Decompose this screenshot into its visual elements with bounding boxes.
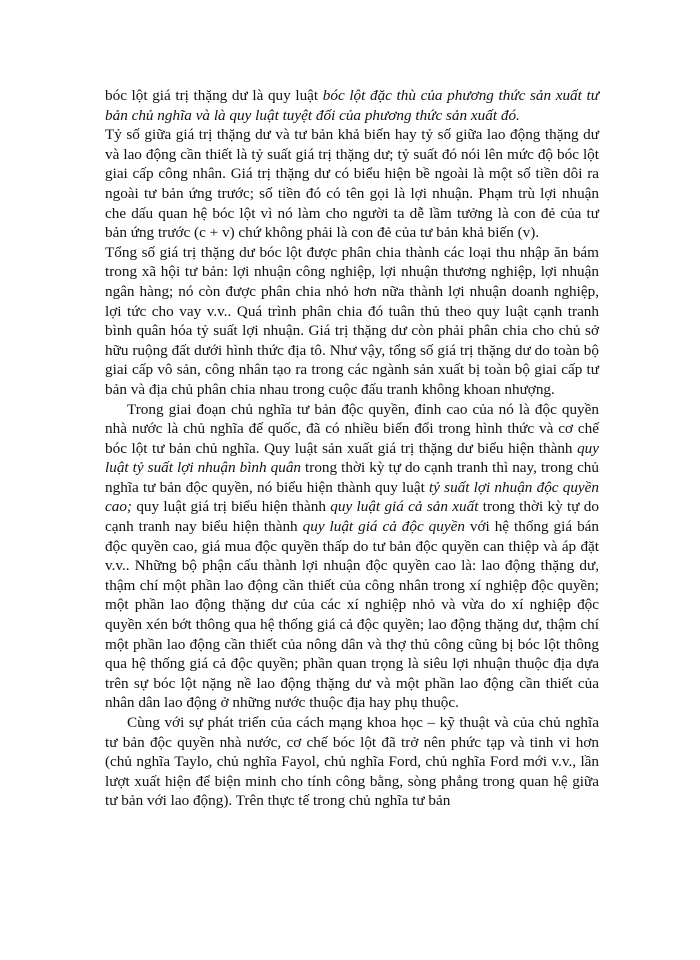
paragraph-4: [105, 400, 599, 714]
text-run: trong thời kỳ tự do cạnh tranh thì nay, trong chủ nghĩa tư bản độc quyền, nó biểu hiện thành quy luật: [105, 459, 599, 496]
text-run: với hệ thống giá bán độc quyền cao, giá mua độc quyền thấp do tư bản độc quyền can thiệp và áp đặt v.v.. Những bộ phận cấu thành lợi nhuận độc quyền cao là: lao động thặng dư, thậm chí một phần lao động cần thiết của công nhân trong xí nghiệp độc quyền; một phần lao động thặng dư của các xí nghiệp nhỏ và vừa do xí nghiệp độc quyền xén bớt thông qua hệ thống giá cả độc quyền; lao động thặng dư, thậm chí một phần lao động cần thiết của nông dân và thợ thủ công cũng bị bóc lột thông qua hệ thống giá cả độc quyền; phần quan trọng là siêu lợi nhuận thuộc địa dựa trên sự bóc lột nặng nề lao động thặng dư và một phần lao động cần thiết của nhân dân lao động ở những nước thuộc địa hay phụ thuộc.: [105, 518, 600, 712]
text-run: Trong giai đoạn chủ nghĩa tư bản độc quyền, đỉnh cao của nó là độc quyền nhà nước là chủ nghĩa đế quốc, đã có nhiều biến đổi trong hình thức và cơ chế bóc lột tư bản chủ nghĩa. Quy luật sản xuất giá trị thặng dư biểu hiện thành: [105, 400, 599, 457]
italic-run: quy luật tỷ suất lợi nhuận bình quân: [105, 439, 599, 477]
text-run: Tỷ số giữa giá trị thặng dư và tư bản khả biến hay tỷ số giữa lao động thặng dư và lao động cần thiết là tỷ suất giá trị thặng dư; tỷ suất đó nói lên mức độ bóc lột giai cấp công nhân. Giá trị thặng dư có biểu hiện bề ngoài là một số tiền dôi ra ngoài tư bản ứng trước; số tiền đó có tên gọi là lợi nhuận. Phạm trù lợi nhuận che dấu quan hệ bóc lột vì nó làm cho người ta dễ lầm tưởng là con đẻ của tư bản ứng trước (c + v) chứ không phải là con đẻ của tư bản khả biến (v).: [105, 126, 599, 242]
paragraph-2: [105, 125, 599, 243]
document-body: [105, 86, 599, 811]
italic-run: quy luật giá cả độc quyền: [302, 518, 465, 536]
text-run: Cùng với sự phát triển của cách mạng khoa học – kỹ thuật và của chủ nghĩa tư bản độc quyền nhà nước, cơ chế bóc lột đã trở nên phức tạp và tinh vi hơn (chủ nghĩa Taylo, chủ nghĩa Fayol, chủ nghĩa Ford, chủ nghĩa Ford mới v.v., lần lượt xuất hiện để biện minh cho tính công bằng, sòng phẳng trong quan hệ giữa tư bản với lao động). Trên thực tế trong chủ nghĩa tư bản: [105, 714, 599, 810]
text-run: Tổng số giá trị thặng dư bóc lột được phân chia thành các loại thu nhập ăn bám trong xã hội tư bản: lợi nhuận công nghiệp, lợi nhuận thương nghiệp, lợi nhuận ngân hàng; nó còn được phân chia nhỏ hơn nữa thành lợi nhuận doanh nghiệp, lợi tức cho vay v.v.. Quá trình phân chia đó tuân thủ theo quy luật cạnh tranh bình quân hóa tỷ suất lợi nhuận. Giá trị thặng dư còn phải phân chia cho chủ sở hữu ruộng đất dưới hình thức địa tô. Như vậy, tổng số giá trị thặng dư do toàn bộ giai cấp vô sản, công nhân tạo ra trong các ngành sản xuất bị toàn bộ giai cấp tư bản và địa chủ phân chia nhau trong cuộc đấu tranh không khoan nhượng.: [105, 243, 599, 398]
paragraph-3: [105, 243, 599, 400]
paragraph-1: [105, 86, 599, 125]
italic-run: quy luật giá cả sản xuất: [330, 498, 479, 516]
italic-run: tỷ suất lợi nhuận độc quyền cao;: [105, 478, 600, 516]
text-run: quy luật giá trị biểu hiện thành: [132, 498, 331, 516]
paragraph-5: [105, 713, 599, 811]
text-run: trong thời kỳ tự do cạnh tranh nay biểu hiện thành: [105, 498, 599, 536]
text-run: bóc lột giá trị thặng dư là quy luật: [105, 87, 323, 104]
italic-run: bóc lột đặc thù của phương thức sản xuất tư bản chủ nghĩa và là quy luật tuyệt đối của phương thức sản xuất đó.: [105, 87, 599, 124]
